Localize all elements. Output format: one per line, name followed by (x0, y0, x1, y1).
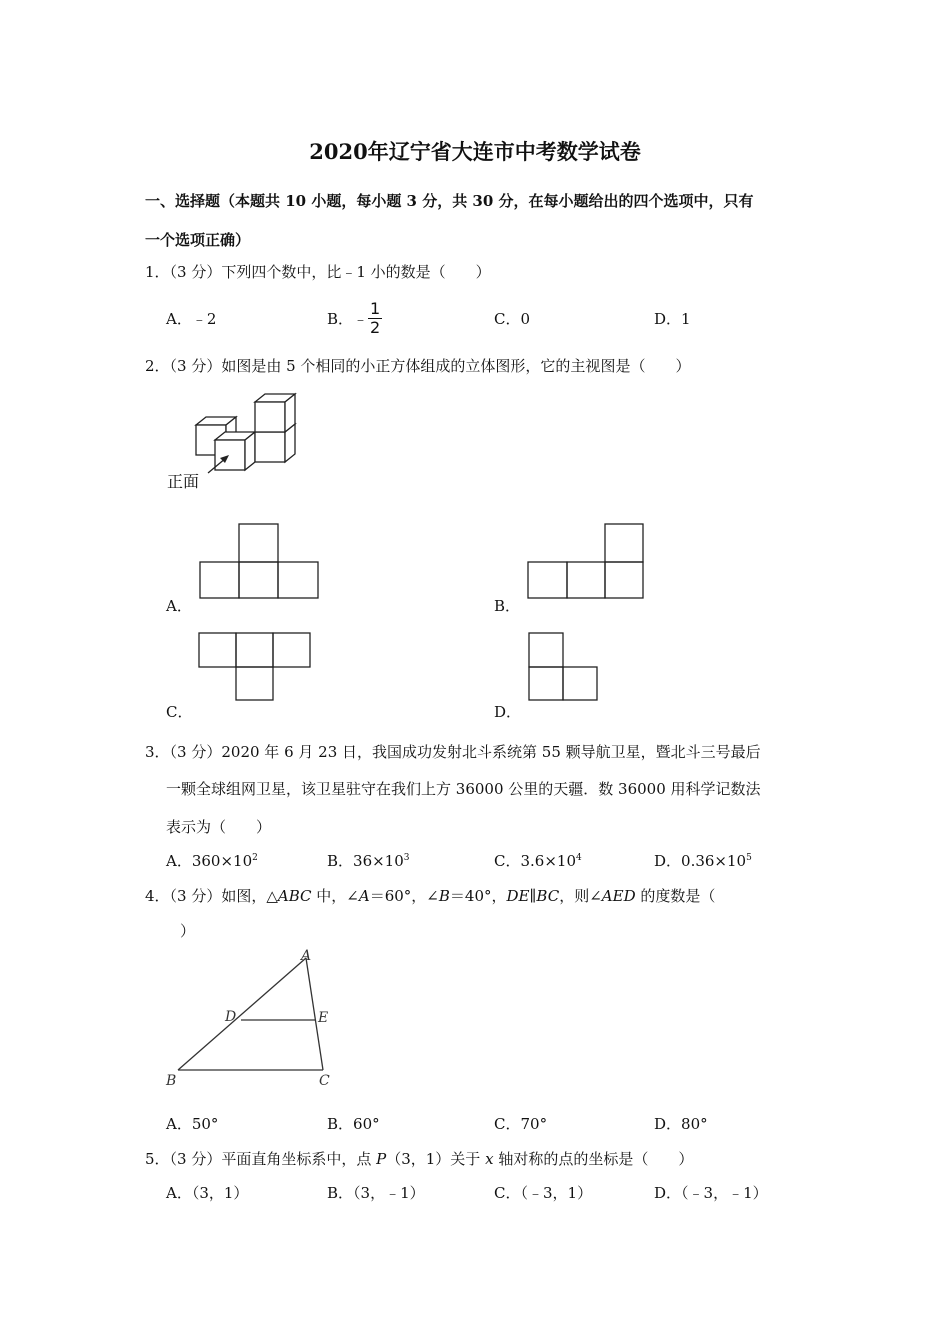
side-ab (178, 958, 306, 1070)
point-e-label: E (318, 1010, 329, 1026)
section-heading-line2: 一个选项正确） (145, 231, 251, 249)
middle-cube-front (215, 440, 245, 470)
fraction-numerator: 1 (370, 299, 381, 318)
right-lower-cube-front (255, 432, 285, 462)
section-heading-line1: 一、选择题（本题共 10 小题，每小题 3 分，共 30 分，在每小题给出的四个选项中，只有 (145, 192, 754, 210)
q1-option-b-prefix: B．﹣ (327, 310, 369, 328)
q4-stem-line2: ） (180, 922, 196, 940)
q3-stem-line2: 一颗全球组网卫星，该卫星驻守在我们上方 36000 公里的天疆．数 36000 用科学记数法 (166, 780, 761, 798)
q1-option-c: C．0 (494, 310, 531, 328)
q4-text: ＝40°， (449, 887, 507, 905)
view-square (563, 667, 597, 700)
q2-stem: 2．（3 分）如图是由 5 个相同的小正方体组成的立体图形，它的主视图是（ ） (145, 357, 691, 375)
q3-option-b (327, 850, 410, 871)
view-square (199, 633, 236, 667)
q3-stem-line1: 3．（3 分）2020 年 6 月 23 日，我国成功发射北斗系统第 55 颗导航卫星，暨北斗三号最后 (145, 743, 761, 761)
q5-text: P (376, 1150, 387, 1168)
q3-stem-line3: 表示为（ ） (166, 818, 272, 836)
view-square (236, 633, 273, 667)
vertex-a-label: A (301, 948, 312, 964)
vertex-b-label: B (166, 1073, 177, 1089)
q5-text: 轴对称的点的坐标是（ ） (493, 1150, 694, 1168)
q3-option-c-exponent: 4 (576, 853, 582, 863)
q5-option-b: B．（3，﹣1） (327, 1184, 425, 1202)
q4-option-c: C．70° (494, 1115, 548, 1133)
q4-text: ABC (277, 887, 312, 905)
vertex-c-label: C (319, 1073, 330, 1089)
q4-text: A (358, 887, 370, 905)
q4-text: DE (506, 887, 530, 905)
q4-text: 中，∠ (311, 887, 359, 905)
q4-stem-line1 (145, 885, 715, 906)
view-square (278, 562, 318, 598)
view-square (605, 524, 643, 562)
q4-text: 4．（3 分）如图，△ (145, 887, 278, 905)
q3-option-b-base: B．36×10 (327, 852, 404, 870)
q4-text: B (438, 887, 450, 905)
q2-option-b-label: B． (494, 597, 521, 615)
q2-option-d-figure (527, 632, 599, 702)
view-square (273, 633, 310, 667)
page-title: 2020年辽宁省大连市中考数学试卷 (309, 139, 641, 164)
view-square (239, 524, 278, 562)
view-square (605, 562, 643, 598)
q2-option-a-label: A． (166, 597, 192, 615)
q2-option-d-label: D． (494, 703, 522, 721)
point-d-label: D (225, 1009, 237, 1025)
view-square (528, 562, 567, 598)
view-square (567, 562, 605, 598)
q3-option-b-exponent: 3 (403, 853, 410, 863)
q5-text: 5．（3 分）平面直角坐标系中，点 (145, 1150, 377, 1168)
q3-option-d-base: D．0.36×10 (654, 852, 747, 870)
q2-option-c-figure (197, 632, 313, 702)
q4-triangle-figure (160, 948, 340, 1088)
q4-text: AED (601, 887, 636, 905)
q3-option-a-base: A．360×10 (166, 852, 253, 870)
q3-option-a-exponent: 2 (252, 853, 258, 863)
q5-option-a: A．（3，1） (166, 1184, 249, 1202)
q2-option-c-label: C． (166, 703, 193, 721)
front-label: 正面 (167, 472, 200, 491)
right-upper-cube-front (255, 402, 285, 432)
fraction-denominator: 2 (370, 318, 381, 337)
q1-option-a: A．﹣2 (166, 310, 217, 328)
q1-stem: 1．（3 分）下列四个数中，比﹣1 小的数是（ ） (145, 263, 491, 281)
q2-option-a-figure (198, 523, 320, 600)
q4-option-d: D．80° (654, 1115, 708, 1133)
q4-text: ＝60°，∠ (369, 887, 439, 905)
view-square (239, 562, 278, 598)
q3-option-a (166, 850, 258, 871)
q1-option-d: D．1 (654, 310, 691, 328)
q5-option-d: D．（﹣3，﹣1） (654, 1184, 768, 1202)
q4-text: ∥ (529, 887, 537, 905)
q4-text: BC (536, 887, 560, 905)
q5-text: x (485, 1150, 494, 1168)
q5-stem (145, 1148, 693, 1169)
view-square (529, 633, 563, 667)
q5-option-c: C．（﹣3，1） (494, 1184, 593, 1202)
q4-option-a: A．50° (166, 1115, 219, 1133)
q3-option-d-exponent: 5 (746, 853, 752, 863)
q4-option-b: B．60° (327, 1115, 380, 1133)
q5-text: （3，1）关于 (386, 1150, 486, 1168)
q3-option-c (494, 850, 582, 871)
q4-text: ，则∠ (559, 887, 602, 905)
q4-text: 的度数是（ (635, 887, 716, 905)
q3-option-d (654, 850, 752, 871)
q1-option-b-fraction (368, 300, 382, 337)
q2-option-b-figure (526, 523, 646, 600)
q1-option-b (327, 300, 382, 337)
view-square (529, 667, 563, 700)
view-square (236, 667, 273, 700)
view-square (200, 562, 239, 598)
q3-option-c-base: C．3.6×10 (494, 852, 576, 870)
